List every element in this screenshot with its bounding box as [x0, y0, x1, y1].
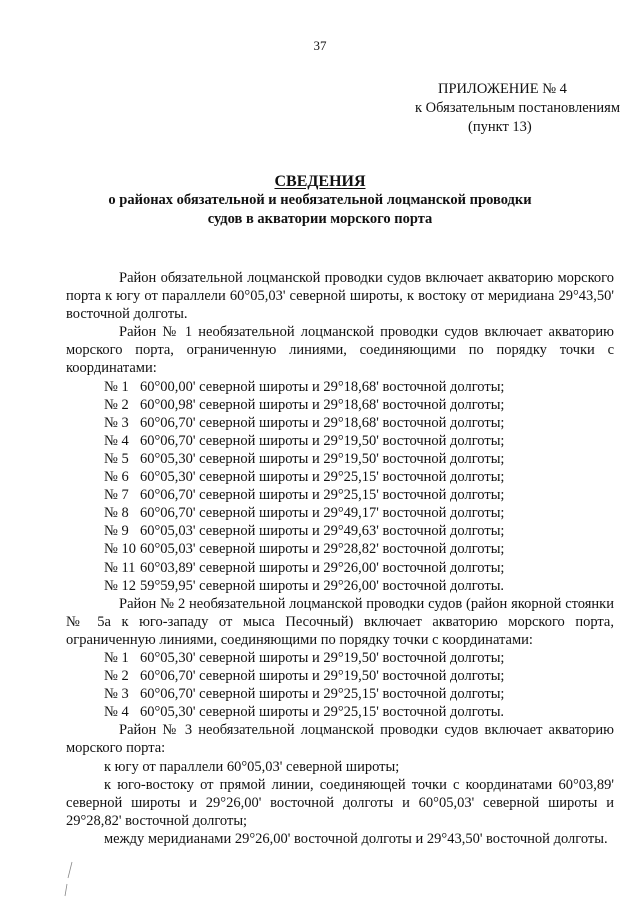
point-number: № 9 — [104, 523, 129, 540]
area-1-point-6 — [66, 468, 614, 486]
area-1-point-3 — [66, 414, 614, 432]
point-number: № 11 — [104, 559, 136, 576]
point-number: № 1 — [104, 378, 129, 395]
appendix-title: ПРИЛОЖЕНИЕ № 4 — [438, 81, 567, 97]
point-coordinates: 60°06,70' северной широты и 29°25,15' восточной долготы; — [140, 686, 505, 703]
area-1-point-10 — [66, 540, 614, 558]
area-2-point-2 — [66, 667, 614, 685]
point-coordinates: 60°05,30' северной широты и 29°19,50' восточной долготы; — [140, 450, 505, 467]
area-1-point-7 — [66, 486, 614, 504]
document-body — [66, 269, 614, 848]
point-number: № 5 — [104, 450, 129, 467]
point-number: № 3 — [104, 686, 129, 703]
area-3-item-2: к юго-востоку от прямой линии, соединяющей точки с координатами 60°03,89' северной широты и 29°26,00' восточной долготы и 60°05,03' северной широты и 29°28,82' восточной долготы; — [66, 776, 614, 829]
point-number: № 2 — [104, 668, 129, 685]
point-number: № 4 — [104, 432, 129, 449]
area-2-point-4 — [66, 703, 614, 721]
point-coordinates: 60°05,03' северной широты и 29°28,82' восточной долготы; — [140, 541, 505, 558]
point-number: № 7 — [104, 487, 129, 504]
page-number: 37 — [313, 38, 327, 53]
heading-subtitle-line-2: судов в акватории морского порта — [207, 211, 433, 227]
paragraph-mandatory-area: Район обязательной лоцманской проводки судов включает акваторию морского порта к югу от параллели 60°05,03' северной широты, к востоку от меридиана 29°43,50' восточной долготы. — [66, 270, 614, 323]
point-coordinates: 60°06,70' северной широты и 29°18,68' восточной долготы; — [140, 414, 505, 431]
paragraph-area-2-intro: Район № 2 необязательной лоцманской проводки судов (район якорной стоянки № 5а к юго-западу от мыса Песочный) включает акваторию морского порта, ограниченную линиями, соединяющими по порядку точки с координатами: — [66, 595, 614, 648]
area-2-point-3 — [66, 685, 614, 703]
area-2-point-1 — [66, 649, 614, 667]
point-coordinates: 60°05,30' северной широты и 29°25,15' восточной долготы; — [140, 469, 505, 486]
paragraph-area-1-intro: Район № 1 необязательной лоцманской проводки судов включает акваторию морского порта, ограниченную линиями, соединяющими по порядку точки с координатами: — [66, 324, 614, 377]
point-number: № 10 — [104, 541, 136, 558]
point-number: № 12 — [104, 577, 136, 594]
area-1-point-9 — [66, 522, 614, 540]
heading-subtitle-line-1: о районах обязательной и необязательной лоцманской проводки — [108, 192, 532, 208]
paragraph-area-3-intro: Район № 3 необязательной лоцманской проводки судов включает акваторию морского порта: — [66, 722, 614, 757]
document-heading — [0, 172, 640, 229]
point-number: № 8 — [104, 505, 129, 522]
point-coordinates: 60°06,70' северной широты и 29°25,15' восточной долготы; — [140, 487, 505, 504]
point-number: № 4 — [104, 704, 129, 721]
area-1-point-12 — [66, 577, 614, 595]
appendix-reference: к Обязательным постановлениям — [415, 100, 620, 116]
point-coordinates: 59°59,95' северной широты и 29°26,00' восточной долготы. — [140, 577, 505, 594]
area-3-item-1: к югу от параллели 60°05,03' северной широты; — [104, 758, 400, 775]
point-number: № 1 — [104, 649, 129, 666]
appendix-block — [360, 80, 620, 137]
area-1-point-11 — [66, 559, 614, 577]
appendix-clause: (пункт 13) — [468, 119, 532, 135]
heading-title: СВЕДЕНИЯ — [274, 173, 366, 190]
pen-mark — [62, 860, 76, 900]
area-2-coordinates-list — [66, 649, 614, 721]
point-number: № 2 — [104, 396, 129, 413]
point-coordinates: 60°06,70' северной широты и 29°49,17' восточной долготы; — [140, 505, 505, 522]
point-coordinates: 60°00,00' северной широты и 29°18,68' восточной долготы; — [140, 378, 505, 395]
point-coordinates: 60°03,89' северной широты и 29°26,00' восточной долготы; — [140, 559, 505, 576]
area-1-point-8 — [66, 504, 614, 522]
point-coordinates: 60°06,70' северной широты и 29°19,50' восточной долготы; — [140, 668, 505, 685]
point-coordinates: 60°00,98' северной широты и 29°18,68' восточной долготы; — [140, 396, 505, 413]
area-1-point-1 — [66, 378, 614, 396]
area-1-point-4 — [66, 432, 614, 450]
point-coordinates: 60°05,30' северной широты и 29°19,50' восточной долготы; — [140, 649, 505, 666]
area-1-point-5 — [66, 450, 614, 468]
point-coordinates: 60°05,03' северной широты и 29°49,63' восточной долготы; — [140, 523, 505, 540]
area-1-point-2 — [66, 396, 614, 414]
area-3-item-3: между меридианами 29°26,00' восточной долготы и 29°43,50' восточной долготы. — [104, 830, 608, 847]
point-coordinates: 60°06,70' северной широты и 29°19,50' восточной долготы; — [140, 432, 505, 449]
point-coordinates: 60°05,30' северной широты и 29°25,15' восточной долготы. — [140, 704, 505, 721]
area-1-coordinates-list — [66, 378, 614, 595]
point-number: № 3 — [104, 414, 129, 431]
point-number: № 6 — [104, 469, 129, 486]
